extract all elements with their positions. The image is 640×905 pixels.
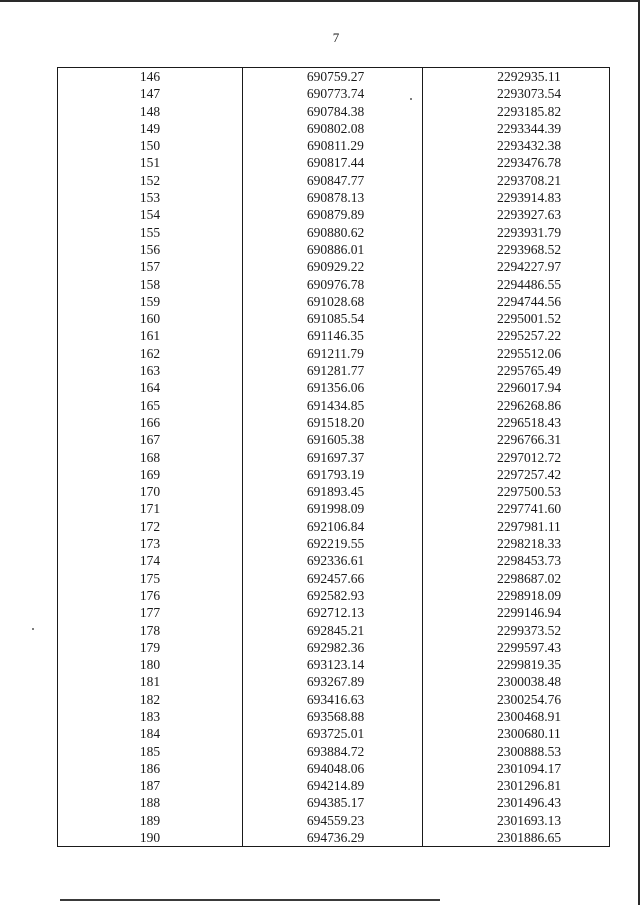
point-number-cell: 146 bbox=[58, 68, 243, 86]
table-row bbox=[58, 673, 610, 690]
table-row bbox=[58, 708, 610, 725]
x-coordinate-cell: 690880.62 bbox=[243, 224, 423, 241]
x-coordinate-cell: 692106.84 bbox=[243, 518, 423, 535]
point-number-cell: 187 bbox=[58, 777, 243, 794]
point-number-cell: 166 bbox=[58, 414, 243, 431]
table-row bbox=[58, 760, 610, 777]
x-coordinate-cell: 690976.78 bbox=[243, 276, 423, 293]
table-row bbox=[58, 189, 610, 206]
point-number-cell: 189 bbox=[58, 812, 243, 829]
table-row bbox=[58, 276, 610, 293]
table-row bbox=[58, 622, 610, 639]
x-coordinate-cell: 693568.88 bbox=[243, 708, 423, 725]
x-coordinate-cell: 692457.66 bbox=[243, 570, 423, 587]
table-row bbox=[58, 241, 610, 258]
table-row bbox=[58, 68, 610, 86]
point-number-cell: 174 bbox=[58, 552, 243, 569]
table-row bbox=[58, 535, 610, 552]
table-row bbox=[58, 743, 610, 760]
table-row bbox=[58, 397, 610, 414]
x-coordinate-cell: 691998.09 bbox=[243, 500, 423, 517]
y-coordinate-cell: 2300888.53 bbox=[423, 743, 610, 760]
x-coordinate-cell: 693123.14 bbox=[243, 656, 423, 673]
x-coordinate-cell: 691697.37 bbox=[243, 449, 423, 466]
x-coordinate-cell: 694736.29 bbox=[243, 829, 423, 847]
table-row bbox=[58, 85, 610, 102]
y-coordinate-cell: 2301496.43 bbox=[423, 794, 610, 811]
y-coordinate-cell: 2297500.53 bbox=[423, 483, 610, 500]
y-coordinate-cell: 2296268.86 bbox=[423, 397, 610, 414]
y-coordinate-cell: 2296017.94 bbox=[423, 379, 610, 396]
table-row bbox=[58, 829, 610, 847]
table-row bbox=[58, 725, 610, 742]
coordinates-table bbox=[57, 67, 610, 847]
point-number-cell: 182 bbox=[58, 691, 243, 708]
point-number-cell: 151 bbox=[58, 154, 243, 171]
point-number-cell: 186 bbox=[58, 760, 243, 777]
table-row bbox=[58, 794, 610, 811]
y-coordinate-cell: 2293914.83 bbox=[423, 189, 610, 206]
table-row bbox=[58, 656, 610, 673]
y-coordinate-cell: 2292935.11 bbox=[423, 68, 610, 86]
point-number-cell: 183 bbox=[58, 708, 243, 725]
point-number-cell: 154 bbox=[58, 206, 243, 223]
point-number-cell: 185 bbox=[58, 743, 243, 760]
point-number-cell: 168 bbox=[58, 449, 243, 466]
y-coordinate-cell: 2299373.52 bbox=[423, 622, 610, 639]
point-number-cell: 156 bbox=[58, 241, 243, 258]
coordinates-table-body bbox=[58, 68, 610, 847]
table-row bbox=[58, 172, 610, 189]
point-number-cell: 175 bbox=[58, 570, 243, 587]
point-number-cell: 162 bbox=[58, 345, 243, 362]
point-number-cell: 188 bbox=[58, 794, 243, 811]
y-coordinate-cell: 2300680.11 bbox=[423, 725, 610, 742]
point-number-cell: 170 bbox=[58, 483, 243, 500]
point-number-cell: 181 bbox=[58, 673, 243, 690]
y-coordinate-cell: 2294744.56 bbox=[423, 293, 610, 310]
y-coordinate-cell: 2295001.52 bbox=[423, 310, 610, 327]
table-row bbox=[58, 812, 610, 829]
point-number-cell: 157 bbox=[58, 258, 243, 275]
y-coordinate-cell: 2297012.72 bbox=[423, 449, 610, 466]
x-coordinate-cell: 692219.55 bbox=[243, 535, 423, 552]
y-coordinate-cell: 2293968.52 bbox=[423, 241, 610, 258]
x-coordinate-cell: 691146.35 bbox=[243, 327, 423, 344]
x-coordinate-cell: 691893.45 bbox=[243, 483, 423, 500]
x-coordinate-cell: 690886.01 bbox=[243, 241, 423, 258]
point-number-cell: 171 bbox=[58, 500, 243, 517]
table-row bbox=[58, 362, 610, 379]
scan-speck bbox=[32, 628, 34, 630]
x-coordinate-cell: 693884.72 bbox=[243, 743, 423, 760]
point-number-cell: 167 bbox=[58, 431, 243, 448]
point-number-cell: 176 bbox=[58, 587, 243, 604]
x-coordinate-cell: 692582.93 bbox=[243, 587, 423, 604]
y-coordinate-cell: 2301094.17 bbox=[423, 760, 610, 777]
scan-edge-top bbox=[0, 0, 640, 2]
y-coordinate-cell: 2298218.33 bbox=[423, 535, 610, 552]
x-coordinate-cell: 690784.38 bbox=[243, 103, 423, 120]
y-coordinate-cell: 2295257.22 bbox=[423, 327, 610, 344]
x-coordinate-cell: 690929.22 bbox=[243, 258, 423, 275]
y-coordinate-cell: 2293708.21 bbox=[423, 172, 610, 189]
x-coordinate-cell: 692845.21 bbox=[243, 622, 423, 639]
x-coordinate-cell: 694385.17 bbox=[243, 794, 423, 811]
point-number-cell: 179 bbox=[58, 639, 243, 656]
table-row bbox=[58, 518, 610, 535]
point-number-cell: 160 bbox=[58, 310, 243, 327]
y-coordinate-cell: 2295512.06 bbox=[423, 345, 610, 362]
x-coordinate-cell: 691211.79 bbox=[243, 345, 423, 362]
table-row bbox=[58, 431, 610, 448]
table-row bbox=[58, 258, 610, 275]
table-row bbox=[58, 777, 610, 794]
x-coordinate-cell: 691028.68 bbox=[243, 293, 423, 310]
table-row bbox=[58, 466, 610, 483]
table-row bbox=[58, 500, 610, 517]
x-coordinate-cell: 690802.08 bbox=[243, 120, 423, 137]
x-coordinate-cell: 691434.85 bbox=[243, 397, 423, 414]
y-coordinate-cell: 2296518.43 bbox=[423, 414, 610, 431]
table-row bbox=[58, 310, 610, 327]
page-number: 7 bbox=[332, 30, 340, 45]
x-coordinate-cell: 690878.13 bbox=[243, 189, 423, 206]
y-coordinate-cell: 2295765.49 bbox=[423, 362, 610, 379]
point-number-cell: 178 bbox=[58, 622, 243, 639]
point-number-cell: 169 bbox=[58, 466, 243, 483]
y-coordinate-cell: 2298918.09 bbox=[423, 587, 610, 604]
point-number-cell: 159 bbox=[58, 293, 243, 310]
table-row bbox=[58, 293, 610, 310]
y-coordinate-cell: 2293073.54 bbox=[423, 85, 610, 102]
scan-edge-bottom bbox=[60, 899, 440, 901]
table-row bbox=[58, 570, 610, 587]
y-coordinate-cell: 2293476.78 bbox=[423, 154, 610, 171]
point-number-cell: 149 bbox=[58, 120, 243, 137]
point-number-cell: 177 bbox=[58, 604, 243, 621]
table-row bbox=[58, 604, 610, 621]
y-coordinate-cell: 2299819.35 bbox=[423, 656, 610, 673]
y-coordinate-cell: 2293927.63 bbox=[423, 206, 610, 223]
x-coordinate-cell: 693725.01 bbox=[243, 725, 423, 742]
table-row bbox=[58, 224, 610, 241]
x-coordinate-cell: 694214.89 bbox=[243, 777, 423, 794]
x-coordinate-cell: 691605.38 bbox=[243, 431, 423, 448]
table-row bbox=[58, 587, 610, 604]
table-row bbox=[58, 206, 610, 223]
x-coordinate-cell: 693416.63 bbox=[243, 691, 423, 708]
x-coordinate-cell: 691518.20 bbox=[243, 414, 423, 431]
y-coordinate-cell: 2293344.39 bbox=[423, 120, 610, 137]
point-number-cell: 184 bbox=[58, 725, 243, 742]
point-number-cell: 165 bbox=[58, 397, 243, 414]
point-number-cell: 164 bbox=[58, 379, 243, 396]
table-row bbox=[58, 414, 610, 431]
table-row bbox=[58, 552, 610, 569]
table-row bbox=[58, 691, 610, 708]
y-coordinate-cell: 2293432.38 bbox=[423, 137, 610, 154]
table-row bbox=[58, 154, 610, 171]
table-row bbox=[58, 449, 610, 466]
table-row bbox=[58, 327, 610, 344]
point-number-cell: 155 bbox=[58, 224, 243, 241]
table-row bbox=[58, 345, 610, 362]
x-coordinate-cell: 690773.74 bbox=[243, 85, 423, 102]
table-row bbox=[58, 483, 610, 500]
x-coordinate-cell: 690759.27 bbox=[243, 68, 423, 86]
x-coordinate-cell: 690817.44 bbox=[243, 154, 423, 171]
y-coordinate-cell: 2298453.73 bbox=[423, 552, 610, 569]
point-number-cell: 148 bbox=[58, 103, 243, 120]
x-coordinate-cell: 691281.77 bbox=[243, 362, 423, 379]
y-coordinate-cell: 2299146.94 bbox=[423, 604, 610, 621]
x-coordinate-cell: 690847.77 bbox=[243, 172, 423, 189]
y-coordinate-cell: 2294486.55 bbox=[423, 276, 610, 293]
x-coordinate-cell: 692336.61 bbox=[243, 552, 423, 569]
y-coordinate-cell: 2301296.81 bbox=[423, 777, 610, 794]
table-row bbox=[58, 379, 610, 396]
y-coordinate-cell: 2297741.60 bbox=[423, 500, 610, 517]
point-number-cell: 158 bbox=[58, 276, 243, 293]
y-coordinate-cell: 2296766.31 bbox=[423, 431, 610, 448]
y-coordinate-cell: 2293931.79 bbox=[423, 224, 610, 241]
x-coordinate-cell: 690879.89 bbox=[243, 206, 423, 223]
point-number-cell: 173 bbox=[58, 535, 243, 552]
scan-speck bbox=[410, 98, 412, 100]
x-coordinate-cell: 691085.54 bbox=[243, 310, 423, 327]
point-number-cell: 161 bbox=[58, 327, 243, 344]
y-coordinate-cell: 2301693.13 bbox=[423, 812, 610, 829]
y-coordinate-cell: 2300038.48 bbox=[423, 673, 610, 690]
x-coordinate-cell: 694559.23 bbox=[243, 812, 423, 829]
table-row bbox=[58, 103, 610, 120]
table-row bbox=[58, 120, 610, 137]
y-coordinate-cell: 2299597.43 bbox=[423, 639, 610, 656]
y-coordinate-cell: 2300468.91 bbox=[423, 708, 610, 725]
point-number-cell: 152 bbox=[58, 172, 243, 189]
point-number-cell: 190 bbox=[58, 829, 243, 847]
point-number-cell: 180 bbox=[58, 656, 243, 673]
y-coordinate-cell: 2300254.76 bbox=[423, 691, 610, 708]
point-number-cell: 163 bbox=[58, 362, 243, 379]
y-coordinate-cell: 2293185.82 bbox=[423, 103, 610, 120]
point-number-cell: 153 bbox=[58, 189, 243, 206]
table-row bbox=[58, 639, 610, 656]
x-coordinate-cell: 693267.89 bbox=[243, 673, 423, 690]
x-coordinate-cell: 691793.19 bbox=[243, 466, 423, 483]
point-number-cell: 150 bbox=[58, 137, 243, 154]
y-coordinate-cell: 2301886.65 bbox=[423, 829, 610, 847]
y-coordinate-cell: 2298687.02 bbox=[423, 570, 610, 587]
table-row bbox=[58, 137, 610, 154]
point-number-cell: 147 bbox=[58, 85, 243, 102]
y-coordinate-cell: 2297981.11 bbox=[423, 518, 610, 535]
x-coordinate-cell: 692982.36 bbox=[243, 639, 423, 656]
x-coordinate-cell: 692712.13 bbox=[243, 604, 423, 621]
y-coordinate-cell: 2297257.42 bbox=[423, 466, 610, 483]
x-coordinate-cell: 690811.29 bbox=[243, 137, 423, 154]
y-coordinate-cell: 2294227.97 bbox=[423, 258, 610, 275]
point-number-cell: 172 bbox=[58, 518, 243, 535]
x-coordinate-cell: 691356.06 bbox=[243, 379, 423, 396]
x-coordinate-cell: 694048.06 bbox=[243, 760, 423, 777]
